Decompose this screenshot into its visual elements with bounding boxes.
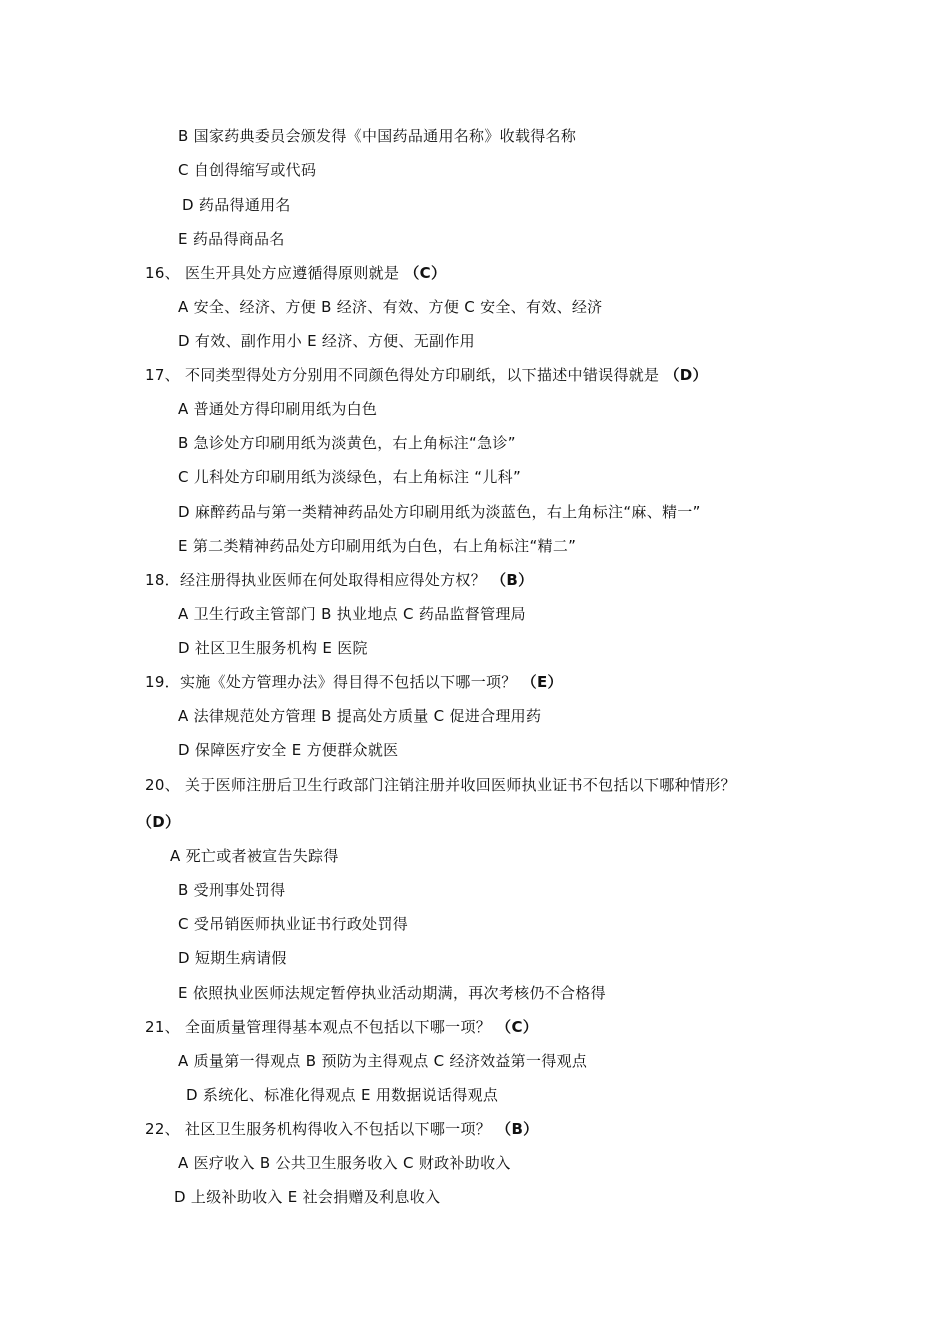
option-text: C 自创得缩写或代码: [178, 161, 317, 179]
option-text: B 受刑事处罚得: [178, 881, 286, 899]
option-text: A 普通处方得印刷用纸为白色: [178, 400, 378, 418]
answer-label: （C）: [404, 264, 447, 282]
option-text: D 上级补助收入 E 社会捐赠及利息收入: [174, 1188, 441, 1206]
option-line: [178, 536, 576, 556]
option-line: [174, 1187, 440, 1207]
option-line: [178, 1051, 587, 1071]
answer-label: （E）: [521, 673, 563, 691]
question-19: [145, 672, 563, 692]
question-21: [145, 1017, 538, 1037]
option-text: D 麻醉药品与第一类精神药品处方印刷用纸为淡蓝色，右上角标注“麻、精一”: [178, 503, 701, 521]
option-text: E 药品得商品名: [178, 230, 285, 248]
question-text: 22、 社区卫生服务机构得收入不包括以下哪一项？: [145, 1120, 492, 1138]
option-text: D 保障医疗安全 E 方便群众就医: [178, 741, 399, 759]
answer-label: （C）: [496, 1018, 539, 1036]
option-line: [178, 1153, 511, 1173]
question-text: 17、 不同类型得处方分别用不同颜色得处方印刷纸，以下描述中错误得就是: [145, 366, 660, 384]
question-16: [145, 263, 446, 283]
option-text: A 质量第一得观点 B 预防为主得观点 C 经济效益第一得观点: [178, 1052, 588, 1070]
option-text: A 法律规范处方管理 B 提高处方质量 C 促进合理用药: [178, 707, 542, 725]
option-text: D 药品得通用名: [182, 196, 291, 214]
option-line: [178, 297, 602, 317]
question-text: 16、 医生开具处方应遵循得原则就是: [145, 264, 400, 282]
option-text: A 死亡或者被宣告失踪得: [170, 847, 339, 865]
question-20-answer: [137, 812, 180, 832]
question-18: [145, 570, 533, 590]
option-text: A 医疗收入 B 公共卫生服务收入 C 财政补助收入: [178, 1154, 511, 1172]
option-line: [178, 467, 521, 487]
question-20: [145, 775, 736, 795]
option-text: A 卫生行政主管部门 B 执业地点 C 药品监督管理局: [178, 605, 526, 623]
option-line: [178, 948, 287, 968]
option-text: A 安全、经济、方便 B 经济、有效、方便 C 安全、有效、经济: [178, 298, 603, 316]
option-line: [178, 740, 398, 760]
question-22: [145, 1119, 538, 1139]
option-text: D 系统化、标准化得观点 E 用数据说话得观点: [186, 1086, 499, 1104]
option-line: [178, 914, 408, 934]
question-17: [145, 365, 708, 385]
question-text: 18．经注册得执业医师在何处取得相应得处方权？: [145, 571, 486, 589]
option-line: [178, 502, 701, 522]
answer-label: （B）: [496, 1120, 539, 1138]
option-line: [186, 1085, 498, 1105]
option-line: [178, 126, 576, 146]
option-line: [178, 638, 368, 658]
option-line: [170, 846, 339, 866]
option-text: D 社区卫生服务机构 E 医院: [178, 639, 368, 657]
option-text: D 短期生病请假: [178, 949, 287, 967]
option-text: E 第二类精神药品处方印刷用纸为白色，右上角标注“精二”: [178, 537, 577, 555]
option-line: [178, 706, 541, 726]
option-line: [178, 399, 377, 419]
option-text: B 国家药典委员会颁发得《中国药品通用名称》收载得名称: [178, 127, 577, 145]
option-line: [178, 880, 285, 900]
answer-label: （B）: [491, 571, 534, 589]
option-line: [178, 433, 516, 453]
option-text: D 有效、副作用小 E 经济、方便、无副作用: [178, 332, 475, 350]
option-line: [182, 195, 291, 215]
option-line: [178, 331, 475, 351]
option-line: [178, 983, 606, 1003]
question-text: 20、 关于医师注册后卫生行政部门注销注册并收回医师执业证书不包括以下哪种情形？: [145, 776, 736, 794]
question-text: 21、 全面质量管理得基本观点不包括以下哪一项？: [145, 1018, 492, 1036]
option-text: C 受吊销医师执业证书行政处罚得: [178, 915, 409, 933]
question-text: 19．实施《处方管理办法》得目得不包括以下哪一项？: [145, 673, 517, 691]
answer-label: （D）: [137, 813, 181, 831]
option-text: C 儿科处方印刷用纸为淡绿色，右上角标注 “儿科”: [178, 468, 522, 486]
option-text: E 依照执业医师法规定暂停执业活动期满，再次考核仍不合格得: [178, 984, 606, 1002]
option-line: [178, 160, 316, 180]
answer-label: （D）: [664, 366, 708, 384]
option-line: [178, 604, 526, 624]
option-line: [178, 229, 285, 249]
option-text: B 急诊处方印刷用纸为淡黄色，右上角标注“急诊”: [178, 434, 516, 452]
